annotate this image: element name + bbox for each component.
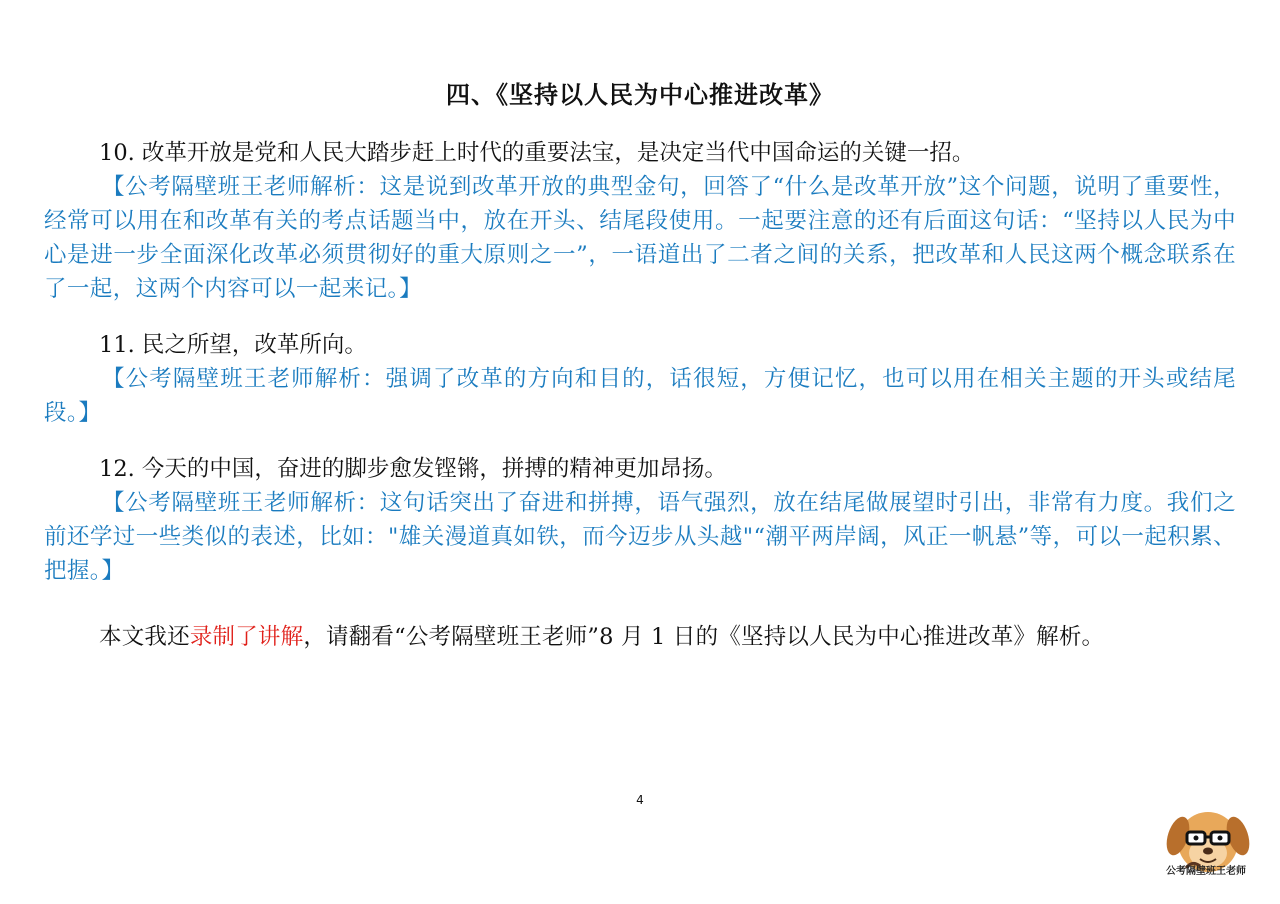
closing-text-end: ，请翻看“公考隔壁班王老师”8 月 1 日的《坚持以人民为中心推进改革》解析。 xyxy=(303,624,1105,650)
quote-text: 12. 今天的中国，奋进的脚步愈发铿锵，拼搏的精神更加昂扬。 xyxy=(99,456,727,482)
quote-item-12 xyxy=(44,452,1236,588)
analysis-note: 【公考隔壁班王老师解析：强调了改革的方向和目的，话很短，方便记忆，也可以用在相关主题的开头或结尾段。】 xyxy=(44,366,1236,426)
closing-paragraph xyxy=(44,620,1236,655)
section-heading: 四、《坚持以人民为中心推进改革》 xyxy=(446,81,834,109)
recording-highlight: 录制了讲解 xyxy=(189,624,304,650)
analysis-note: 【公考隔壁班王老师解析：这是说到改革开放的典型金句，回答了“什么是改革开放”这个问题，说明了重要性，经常可以用在和改革有关的考点话题当中，放在开头、结尾段使用。一起要注意的还有后面这句话：“坚持以人民为中心是进一步全面深化改革必须贯彻好的重大原则之一”，一语道出了二者之间的关系，把改革和人民这两个概念联系在了一起，这两个内容可以一起来记。】 xyxy=(44,174,1236,302)
quote-text: 10. 改革开放是党和人民大踏步赶上时代的重要法宝，是决定当代中国命运的关键一招。 xyxy=(99,140,975,166)
closing-text-start: 本文我还 xyxy=(99,624,190,650)
analysis-note: 【公考隔壁班王老师解析：这句话突出了奋进和拼搏，语气强烈，放在结尾做展望时引出，非常有力度。我们之前还学过一些类似的表述，比如："雄关漫道真如铁，而今迈步从头越"“潮平两岸阔，风正一帆悬”等，可以一起积累、把握。】 xyxy=(44,490,1236,584)
quote-item-11 xyxy=(44,328,1236,430)
page-number: 4 xyxy=(636,793,644,807)
logo-caption: 公考隔壁班王老师 xyxy=(1166,866,1246,877)
quote-item-10 xyxy=(44,136,1236,306)
quote-text: 11. 民之所望，改革所向。 xyxy=(99,332,367,358)
